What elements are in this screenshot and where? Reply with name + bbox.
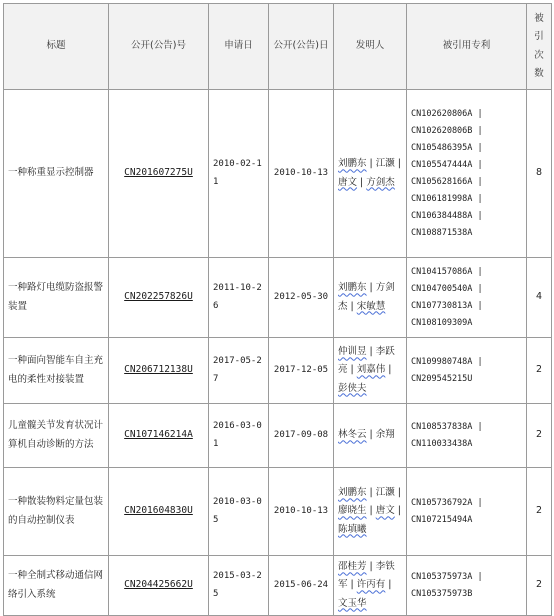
- cell-title: 一种散装物料定量包装的自动控制仪表: [4, 468, 109, 556]
- cell-pub-date: 2017-12-05: [269, 338, 334, 404]
- cell-title: 一种全制式移动通信网络引入系统: [4, 556, 109, 616]
- cell-cite-count: 2: [527, 404, 552, 468]
- cell-cited-by: [407, 90, 527, 258]
- cell-pub-date: 2012-05-30: [269, 258, 334, 338]
- cell-cite-count: 4: [527, 258, 552, 338]
- header-inventors: 发明人: [334, 4, 407, 90]
- table-body: [4, 90, 552, 616]
- pub-no-link[interactable]: CN201607275U: [124, 167, 193, 179]
- pub-no-link[interactable]: CN107146214A: [124, 429, 193, 441]
- header-row: [4, 4, 552, 90]
- cited-patent: CN209545215U: [411, 373, 473, 384]
- cell-cite-count: 2: [527, 556, 552, 616]
- header-cite-count: 被引次数: [527, 4, 552, 90]
- cited-patent: CN108537838A |: [411, 421, 483, 432]
- inventor-name: 廖晓生: [338, 505, 367, 517]
- patent-table: [3, 3, 552, 616]
- inventor-name: 余翔: [375, 429, 395, 441]
- cited-patent: CN105375973B: [411, 588, 473, 599]
- cited-patent: CN106181998A |: [411, 193, 483, 204]
- cell-cited-by: [407, 556, 527, 616]
- cell-cite-count: 2: [527, 338, 552, 404]
- cited-patent: CN109980748A |: [411, 356, 483, 367]
- cell-pub-date: 2010-10-13: [269, 90, 334, 258]
- pub-no-link[interactable]: CN204425662U: [124, 579, 193, 591]
- cell-cited-by: [407, 468, 527, 556]
- header-app-date: 申请日: [209, 4, 269, 90]
- pub-no-link[interactable]: CN206712138U: [124, 364, 193, 376]
- inventor-name: 唐文: [338, 176, 358, 188]
- inventor-name: 方剑杰: [338, 282, 395, 312]
- cell-pub-date: 2015-06-24: [269, 556, 334, 616]
- cited-patent: CN105736792A |: [411, 497, 483, 508]
- cell-app-date: 2016-03-01: [209, 404, 269, 468]
- cited-patent: CN106384488A |: [411, 210, 483, 221]
- cited-patent: CN104157086A |: [411, 266, 483, 277]
- cell-pub-no: [109, 404, 209, 468]
- cited-patent: CN108109309A: [411, 317, 473, 328]
- cell-pub-no: [109, 468, 209, 556]
- table-row: [4, 468, 552, 556]
- cell-cited-by: [407, 404, 527, 468]
- cell-cite-count: 2: [527, 468, 552, 556]
- cell-inventors: 刘鹏东 | 方剑杰 | 宋敏慧: [334, 258, 407, 338]
- inventor-name: 刘鹏东: [338, 282, 367, 294]
- cited-patent: CN105486395A |: [411, 142, 483, 153]
- inventor-name: 刘鹏东: [338, 158, 367, 170]
- cell-inventors: 林冬云 | 余翔: [334, 404, 407, 468]
- cell-pub-date: 2010-10-13: [269, 468, 334, 556]
- inventor-name: 陈填曦: [338, 523, 367, 535]
- pub-no-link[interactable]: CN202257826U: [124, 291, 193, 303]
- cell-inventors: 邵桂芳 | 李铁军 | 许丙有 | 文玉华: [334, 556, 407, 616]
- cited-patent: CN107730813A |: [411, 300, 483, 311]
- cited-patent: CN110033438A: [411, 438, 473, 449]
- header-pub-no: 公开(公告)号: [109, 4, 209, 90]
- pub-no-link[interactable]: CN201604830U: [124, 505, 193, 517]
- inventor-name: 林冬云: [338, 429, 367, 441]
- cell-app-date: 2015-03-25: [209, 556, 269, 616]
- cell-cited-by: [407, 258, 527, 338]
- table-row: [4, 404, 552, 468]
- table-row: [4, 338, 552, 404]
- inventor-name: 仲训昱: [338, 346, 367, 358]
- inventor-name: 江灏: [375, 158, 395, 170]
- cell-title: 一种称重显示控制器: [4, 90, 109, 258]
- cell-title: 儿童髋关节发育状况计算机自动诊断的方法: [4, 404, 109, 468]
- cell-app-date: 2010-02-11: [209, 90, 269, 258]
- cited-patent: CN104700540A |: [411, 283, 483, 294]
- header-title: 标题: [4, 4, 109, 90]
- cell-cite-count: 8: [527, 90, 552, 258]
- inventor-name: 李铁军: [338, 561, 395, 591]
- inventor-name: 李跃亮: [338, 346, 395, 376]
- cited-patent: CN102620806A |: [411, 108, 483, 119]
- cell-inventors: 仲训昱 | 李跃亮 | 刘嘉伟 | 彭侠夫: [334, 338, 407, 404]
- inventor-name: 彭侠夫: [338, 382, 367, 394]
- cited-patent: CN105628166A |: [411, 176, 483, 187]
- cell-pub-no: [109, 258, 209, 338]
- inventor-name: 江灏: [375, 487, 395, 499]
- cell-pub-no: [109, 556, 209, 616]
- cell-inventors: 刘鹏东 | 江灏 | 唐文 | 方剑杰: [334, 90, 407, 258]
- cell-app-date: 2017-05-27: [209, 338, 269, 404]
- table-row: [4, 90, 552, 258]
- inventor-name: 邵桂芳: [338, 561, 367, 573]
- header-cited-by: 被引用专利: [407, 4, 527, 90]
- cell-cited-by: [407, 338, 527, 404]
- cited-patent: CN107215494A: [411, 514, 473, 525]
- cell-title: 一种路灯电缆防盗报警装置: [4, 258, 109, 338]
- cited-patent: CN105547444A |: [411, 159, 483, 170]
- cited-patent: CN105375973A |: [411, 571, 483, 582]
- table-row: [4, 258, 552, 338]
- inventor-name: 方剑杰: [366, 176, 395, 188]
- inventor-name: 许丙有: [356, 579, 386, 591]
- cited-patent: CN102620806B |: [411, 125, 483, 136]
- cited-patent: CN108871538A: [411, 227, 473, 238]
- inventor-name: 刘鹏东: [338, 487, 367, 499]
- inventor-name: 唐文: [375, 505, 395, 517]
- cell-title: 一种面向智能车自主充电的柔性对接装置: [4, 338, 109, 404]
- table-row: [4, 556, 552, 616]
- inventor-name: 宋敏慧: [356, 300, 386, 312]
- cell-pub-no: [109, 90, 209, 258]
- cell-app-date: 2010-03-05: [209, 468, 269, 556]
- inventor-name: 文玉华: [338, 597, 367, 609]
- cell-pub-no: [109, 338, 209, 404]
- cell-app-date: 2011-10-26: [209, 258, 269, 338]
- inventor-name: 刘嘉伟: [356, 364, 386, 376]
- cell-pub-date: 2017-09-08: [269, 404, 334, 468]
- cell-inventors: 刘鹏东 | 江灏 | 廖晓生 | 唐文 | 陈填曦: [334, 468, 407, 556]
- header-pub-date: 公开(公告)日: [269, 4, 334, 90]
